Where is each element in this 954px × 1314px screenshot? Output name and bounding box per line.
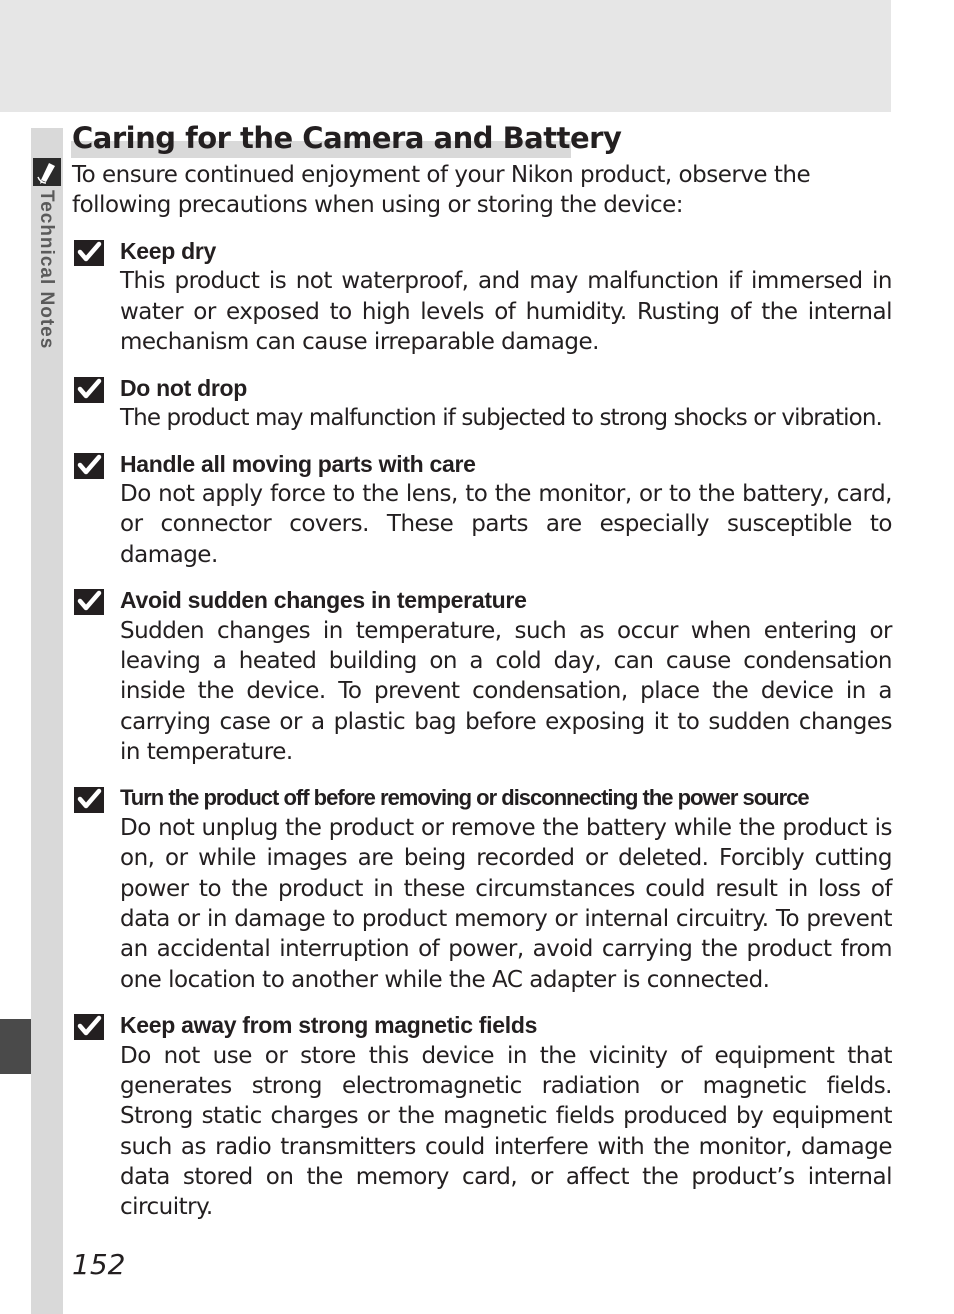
section-tab-label: Technical Notes [36, 190, 57, 350]
list-item [72, 449, 892, 570]
item-body: Do not apply force to the lens, to the monitor, or to the battery, card, or connector covers. These parts are especially susceptible to damage. [120, 481, 892, 568]
list-item [72, 585, 892, 767]
item-body: Do not use or store this device in the vicinity of equipment that generates strong electromagnetic radiation or magnetic fields. Strong static charges or the magnetic fields produced by equipment such as radio transmitters could interfere with the monitor, damage data stored on the memory card, or affect the product’s internal circuitry. [120, 1042, 892, 1221]
list-item [72, 373, 892, 434]
item-body: Sudden changes in temperature, such as occur when entering or leaving a heated building on a cold day, can cause condensation inside the device. To prevent condensation, place the device in a carrying case or a plastic bag before exposing it to sudden changes in temperature. [120, 617, 892, 765]
item-title: Keep away from strong magnetic fields [120, 1012, 538, 1039]
check-icon [74, 589, 104, 615]
pencil-icon [33, 158, 61, 186]
section-tab-marker [0, 1019, 31, 1074]
item-title: Handle all moving parts with care [120, 450, 476, 477]
check-icon [74, 240, 104, 266]
item-body: The product may malfunction if subjected to strong shocks or vibration. [120, 404, 882, 431]
page-title: Caring for the Camera and Battery [72, 121, 622, 155]
list-item [72, 1010, 892, 1222]
header-band [0, 0, 891, 112]
page-number: 152 [72, 1248, 126, 1281]
list-item [72, 783, 892, 995]
item-title: Turn the product off before removing or disconnecting the power source [120, 784, 809, 810]
item-title: Keep dry [120, 238, 217, 264]
check-icon [74, 1014, 104, 1040]
item-body: This product is not waterproof, and may malfunction if immersed in water or exposed to high levels of humidity. Rusting of the internal mechanism can cause irreparable damage. [120, 268, 892, 355]
list-item [72, 236, 892, 357]
precautions-list [72, 236, 892, 1238]
item-title: Do not drop [120, 374, 247, 401]
check-icon [74, 377, 104, 403]
check-icon [74, 453, 104, 479]
intro-paragraph: To ensure continued enjoyment of your Nikon product, observe the following precautions when using or storing the device: [72, 162, 811, 219]
item-body: Do not unplug the product or remove the battery while the product is on, or while images are being recorded or deleted. Forcibly cutting power to the product in these circumstances could result in loss of data or in damage to product memory or internal circuitry. To prevent an accidental interruption of power, avoid carrying the product from one location to another while the AC adapter is connected. [120, 815, 892, 993]
item-title: Avoid sudden changes in temperature [120, 587, 527, 614]
check-icon [74, 787, 104, 813]
